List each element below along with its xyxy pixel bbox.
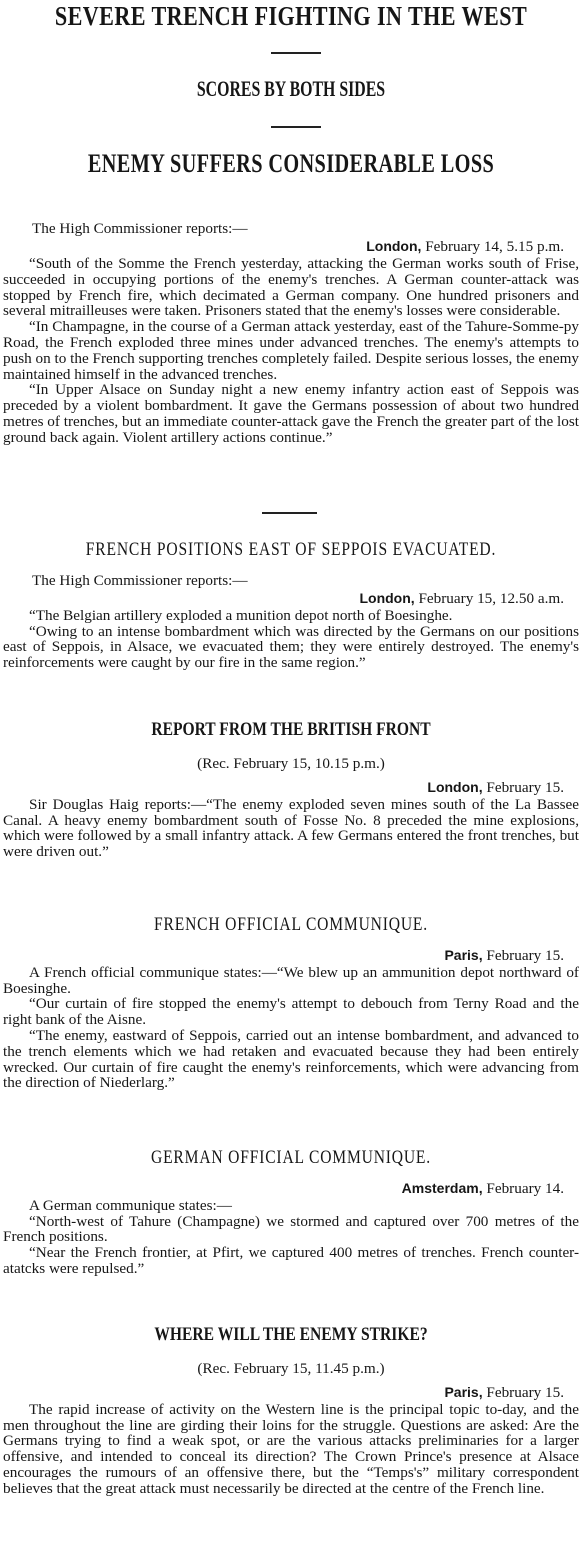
dateline-date: February 14, 5.15 p.m. <box>425 238 564 255</box>
paragraph: “North-west of Tahure (Champagne) we stormed and captured over 700 metres of the French positions. <box>3 1212 579 1246</box>
headline-sub: SCORES BY BOTH SIDES <box>196 76 386 101</box>
received-line: (Rec. February 15, 11.45 p.m.) <box>197 1359 385 1377</box>
divider <box>262 512 317 514</box>
dateline <box>0 1384 582 1402</box>
dateline <box>0 1180 582 1198</box>
article-body <box>0 1198 582 1277</box>
article-body <box>0 1402 582 1497</box>
section-heading: FRENCH POSITIONS EAST OF SEPPOIS EVACUATED. <box>85 539 497 560</box>
dateline <box>0 590 582 608</box>
divider <box>271 52 321 54</box>
article-body <box>0 608 582 671</box>
paragraph: The rapid increase of activity on the Western line is the principal topic to-day, and the men throughout the line are girding their loins for the struggle. Questions are asked: Are the Germans trying to find a weak spot, or are the various attacks preliminaries for a larger offensive, and intended to conceal its direction? The Crown Prince's presence at Alsace encourages the rumours of an offensive there, but the “Temps's” military correspondent believes that the great attack must necessarily be directed at the centre of the French line. <box>3 1400 579 1497</box>
paragraph: “The Belgian artillery exploded a munition depot north of Boesinghe. <box>29 606 453 624</box>
intro-line: The High Commissioner reports:— <box>32 571 248 589</box>
dateline-place: Paris, <box>444 1383 483 1400</box>
section-british-front <box>0 720 582 860</box>
dateline <box>0 947 582 965</box>
section-heading: WHERE WILL THE ENEMY STRIKE? <box>154 1324 428 1345</box>
dateline-date: February 15. <box>486 778 564 796</box>
article-body <box>0 256 582 446</box>
dateline-place: London, <box>427 778 483 795</box>
received-line: (Rec. February 15, 10.15 p.m.) <box>197 754 385 772</box>
dateline-place: Amsterdam, <box>401 1179 483 1196</box>
dateline-place: London, <box>366 238 422 254</box>
paragraph: Sir Douglas Haig reports:—“The enemy exploded seven mines south of the La Bassee Canal. A heavy enemy bombardment south of Fosse No. 8 preceded the mine explosions, which were followed by a small infantry attack. A few Germans entered the front trenches, but were driven out.” <box>3 795 579 861</box>
dateline-date: February 15, 12.50 a.m. <box>418 589 564 607</box>
dateline-place: London, <box>359 589 415 606</box>
paragraph: “Near the French frontier, at Pfirt, we captured 400 metres of trenches. French counter-atatcks were repulsed.” <box>3 1244 579 1278</box>
section-seppois-evacuated <box>0 540 582 671</box>
article-body <box>0 797 582 860</box>
paragraph: A German communique states:— <box>29 1196 232 1214</box>
intro-line: The High Commissioner reports:— <box>32 220 248 237</box>
section-heading: REPORT FROM THE BRITISH FRONT <box>151 719 431 740</box>
section-where-strike <box>0 1325 582 1497</box>
paragraph: “Owing to an intense bombardment which was directed by the Germans on our positions east of Seppois, in Alsace, we evacuated them; they were entirely destroyed. The enemy's reinforcements were caught by our fire in the same region.” <box>3 622 579 672</box>
divider <box>271 126 321 128</box>
dateline-date: February 15. <box>486 946 564 964</box>
paragraph: “The enemy, eastward of Seppois, carried out an intense bombardment, and advanced to the trench elements which we had retaken and evacuated because they had been entirely wrecked. Our curtain of fire caught the enemy's reinforcements, which were advancing from the direction of Niederlarg.” <box>3 1027 579 1092</box>
section-french-communique <box>0 915 582 1091</box>
dateline <box>0 779 582 797</box>
headline-third: ENEMY SUFFERS CONSIDERABLE LOSS <box>87 149 495 178</box>
article-body <box>0 965 582 1091</box>
paragraph: A French official communique states:—“We blew up an ammunition depot northward of Boesinghe. <box>3 963 579 997</box>
headline-main: SEVERE TRENCH FIGHTING IN THE WEST <box>54 1 528 31</box>
paragraph: “In Champagne, in the course of a German attack yesterday, east of the Tahure-Somme-py Road, the French exploded three mines under advanced trenches. The enemy's attempts to push on to the French supporting trenches completely failed. Despite serious losses, the enemy maintained himself in the advanced trenches. <box>3 318 579 383</box>
section-high-commissioner-1 <box>0 220 582 446</box>
paragraph: “In Upper Alsace on Sunday night a new enemy infantry action east of Seppois was preceded by a violent bombardment. It gave the Germans possession of about two hundred metres of trenches, but an immediate counter-attack gave the French the greater part of the lost ground back again. Violent artillery actions continue.” <box>3 381 579 446</box>
paragraph: “Our curtain of fire stopped the enemy's attempt to debouch from Terny Road and the right bank of the Aisne. <box>3 995 579 1029</box>
dateline-place: Paris, <box>444 946 483 963</box>
paragraph: “South of the Somme the French yesterday, attacking the German works south of Frise, succeeded in occupying portions of the enemy's trenches. A German counter-attack was stopped by French fire, which decimated a German company. One hundred prisoners and several mitrailleuses were taken. Prisoners stated that the enemy's losses were considerable. <box>3 255 579 320</box>
dateline-date: February 15. <box>486 1383 564 1401</box>
dateline-date: February 14. <box>486 1179 564 1197</box>
dateline <box>0 238 582 256</box>
section-heading: FRENCH OFFICIAL COMMUNIQUE. <box>154 914 428 935</box>
section-heading: GERMAN OFFICIAL COMMUNIQUE. <box>151 1147 431 1168</box>
section-german-communique <box>0 1148 582 1277</box>
